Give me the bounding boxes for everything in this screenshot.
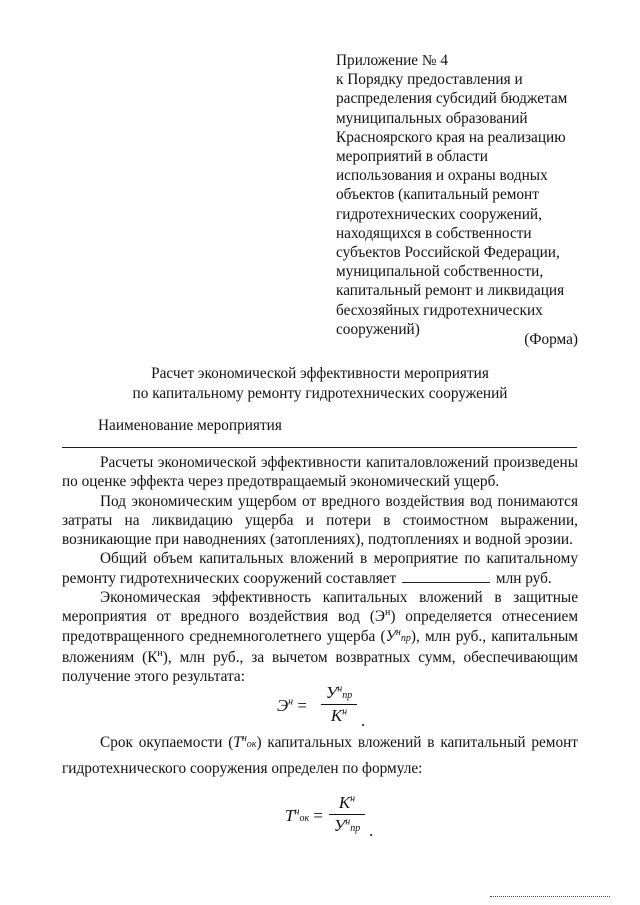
efficiency-text-d: ), млн руб., за вычетом возвратных сумм, обеспечивающим получение этого результата:	[62, 648, 578, 686]
title-line-1: Расчет экономической эффективности мероприятия	[151, 365, 489, 382]
appendix-line: субъектов Российской Федерации,	[336, 244, 560, 262]
appendix-line: объектов (капитальный ремонт	[336, 186, 539, 204]
symbol-u: У	[333, 816, 346, 835]
superscript-n: н	[395, 626, 401, 638]
fraction-numerator	[321, 683, 357, 703]
symbol-u-np	[386, 628, 411, 645]
paragraph-damage-definition: Под экономическим ущербом от вредного воздействия вод понимаются затраты на ликвидацию ущерба и потери в стоимостном выражении, возникающие при наводнениях (затоплениях), подтоплениях и водной эрозии.	[62, 492, 578, 549]
capital-volume-blank	[402, 570, 490, 583]
appendix-line: находящихся в собственности	[336, 224, 532, 242]
footer-dotted-rule	[490, 896, 610, 897]
symbol-k: К	[338, 793, 351, 812]
appendix-line: бесхозяйных гидротехнических	[336, 301, 543, 319]
appendix-line: капитальный ремонт и ликвидация	[336, 282, 565, 300]
superscript-n: н	[385, 607, 391, 619]
superscript-n: н	[241, 733, 247, 744]
symbol-u: У	[385, 627, 396, 645]
efficiency-text-c: ), млн руб., капитальным вложениям (К	[62, 627, 578, 666]
appendix-line: Красноярского края на реализацию	[336, 128, 566, 146]
appendix-line: муниципальных образований	[336, 109, 528, 127]
payback-text-a: Срок окупаемости (	[100, 734, 234, 752]
appendix-line: муниципальной собственности,	[336, 263, 544, 281]
subscript-pr: пр	[400, 632, 411, 644]
appendix-line: использования и охраны водных	[336, 167, 548, 185]
paragraph-capital-volume	[62, 549, 578, 588]
fraction-numerator	[329, 793, 365, 813]
formula-efficiency-fraction	[321, 683, 357, 726]
symbol-t: Т	[233, 734, 242, 752]
title-line-2: по капитальному ремонту гидротехнических сооружений	[132, 385, 508, 402]
fraction-denominator	[329, 816, 365, 836]
appendix-line: сооружений)	[336, 320, 420, 338]
subscript-pr: пр	[342, 690, 353, 701]
superscript-n: н	[157, 647, 163, 659]
superscript-n: н	[345, 816, 351, 828]
formula-efficiency-lhs	[277, 696, 307, 716]
paragraph-efficiency-definition	[62, 588, 578, 686]
equals-sign: =	[297, 696, 307, 715]
efficiency-text-a: Экономическая эффективность капитальных вложений в защитные мероприятия от вредного воздействия вод (Э	[62, 589, 578, 626]
capital-volume-text: Общий объем капитальных вложений в мероприятие по капитальному ремонту гидротехнических сооружений составляет	[62, 550, 578, 587]
payback-text-b: ) капитальных вложений в капитальный ремонт гидротехнического сооружения определен по формуле:	[62, 734, 578, 778]
formula-period: .	[361, 711, 366, 730]
formula-payback-lhs	[285, 806, 323, 826]
document-title	[60, 364, 580, 404]
paragraph-calculation-basis: Расчеты экономической эффективности капиталовложений произведены по оценке эффекта через предотвращаемый экономический ущерб.	[62, 454, 578, 491]
appendix-line: Приложение № 4	[336, 52, 448, 69]
superscript-n: н	[350, 793, 356, 805]
subscript-ok: ок	[299, 813, 310, 824]
symbol-k: К	[330, 706, 343, 725]
fraction-bar	[329, 814, 365, 815]
fraction-bar	[321, 704, 357, 705]
body-text	[62, 453, 578, 687]
superscript-n: н	[342, 706, 348, 718]
subscript-ok: ок	[246, 739, 257, 751]
appendix-block	[336, 51, 596, 339]
superscript-n: н	[288, 696, 294, 708]
appendix-line: распределения субсидий бюджетам	[336, 90, 568, 108]
formula-payback-fraction	[329, 793, 365, 836]
appendix-line: мероприятий в области	[336, 148, 488, 166]
fraction-denominator	[321, 706, 357, 726]
event-name-blank-line	[62, 447, 577, 448]
efficiency-text-b: ) определяется отнесением предотвращенного среднемноголетнего ущерба (	[62, 608, 578, 645]
paragraph-payback	[62, 727, 578, 781]
symbol-t-ok	[233, 734, 256, 751]
capital-volume-unit: млн руб.	[495, 569, 552, 587]
appendix-line: гидротехнических сооружений,	[336, 205, 542, 223]
form-label: (Форма)	[524, 331, 578, 348]
formula-period: .	[369, 821, 374, 840]
event-name-label: Наименование мероприятия	[98, 417, 282, 434]
symbol-t: Т	[285, 806, 295, 825]
equals-sign: =	[313, 806, 323, 825]
symbol-e: Э	[277, 696, 289, 715]
subscript-pr: пр	[350, 823, 361, 834]
symbol-u: У	[325, 683, 338, 702]
appendix-line: к Порядку предоставления и	[336, 71, 523, 89]
superscript-n: н	[337, 683, 343, 695]
superscript-n: н	[294, 806, 300, 818]
